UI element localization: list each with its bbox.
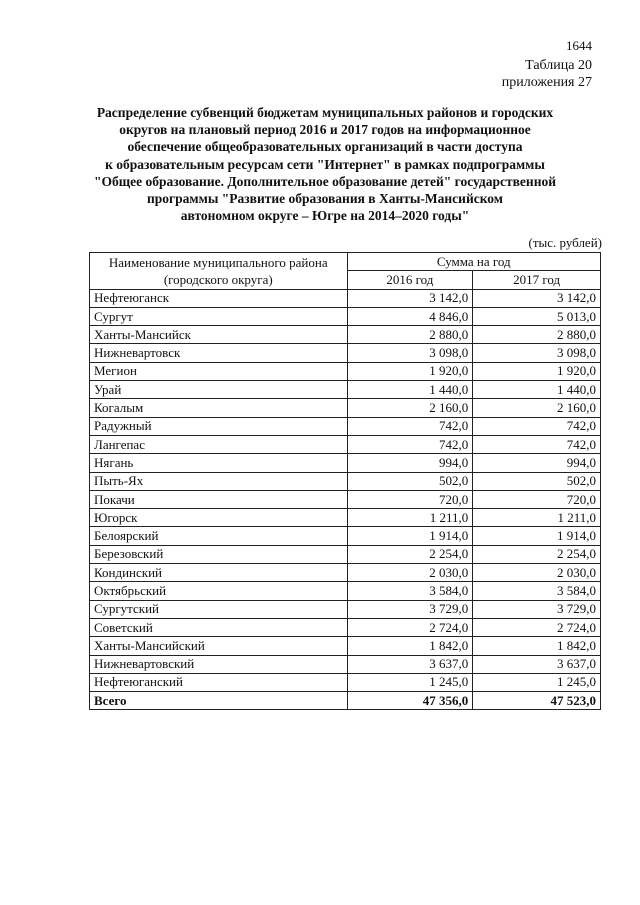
subvention-table <box>89 252 601 710</box>
table-row <box>90 600 601 618</box>
header-year-2017: 2017 год <box>473 271 601 289</box>
municipality-cell: Нижневартовский <box>90 655 348 673</box>
value-2017-cell: 1 440,0 <box>473 381 601 399</box>
table-row <box>90 509 601 527</box>
table-row <box>90 527 601 545</box>
title-line: округов на плановый период 2016 и 2017 годов на информационное <box>119 122 531 138</box>
table-reference <box>502 57 592 91</box>
municipality-cell: Белоярский <box>90 527 348 545</box>
table-row <box>90 637 601 655</box>
municipality-cell: Лангепас <box>90 435 348 453</box>
table-row <box>90 618 601 636</box>
value-2016-cell: 720,0 <box>347 490 473 508</box>
value-2016-cell: 2 880,0 <box>347 326 473 344</box>
title-line: программы "Развитие образования в Ханты-Мансийском <box>147 191 503 207</box>
table-row <box>90 326 601 344</box>
table-total-row <box>90 692 601 710</box>
value-2016-cell: 4 846,0 <box>347 307 473 325</box>
table-row <box>90 655 601 673</box>
municipality-cell: Октябрьский <box>90 582 348 600</box>
value-2016-cell: 994,0 <box>347 454 473 472</box>
value-2016-cell: 3 584,0 <box>347 582 473 600</box>
page-number: 1644 <box>566 38 592 53</box>
value-2016-cell: 502,0 <box>347 472 473 490</box>
table-row <box>90 545 601 563</box>
title-line: автономном округе – Югре на 2014–2020 годы" <box>180 208 470 224</box>
table-row <box>90 289 601 307</box>
municipality-cell: Ханты-Мансийск <box>90 326 348 344</box>
value-2017-cell: 1 920,0 <box>473 362 601 380</box>
table-row <box>90 582 601 600</box>
value-2017-cell: 1 245,0 <box>473 673 601 691</box>
header-year-2016: 2016 год <box>347 271 473 289</box>
table-row <box>90 490 601 508</box>
title-line: Распределение субвенций бюджетам муниципальных районов и городских <box>96 105 554 120</box>
value-2016-cell: 1 440,0 <box>347 381 473 399</box>
municipality-cell: Покачи <box>90 490 348 508</box>
title-line: "Общее образование. Дополнительное образование детей" государственной <box>93 173 557 189</box>
value-2016-cell: 3 637,0 <box>347 655 473 673</box>
value-2016-cell: 47 356,0 <box>347 692 473 710</box>
table-row <box>90 362 601 380</box>
value-2016-cell: 3 142,0 <box>347 289 473 307</box>
table-row <box>90 472 601 490</box>
table-header-row <box>90 253 601 271</box>
value-2017-cell: 1 211,0 <box>473 509 601 527</box>
municipality-cell: Мегион <box>90 362 348 380</box>
value-2017-cell: 3 637,0 <box>473 655 601 673</box>
value-2017-cell: 2 030,0 <box>473 564 601 582</box>
value-2016-cell: 3 098,0 <box>347 344 473 362</box>
header-municipality: Наименование муниципального района (городского округа) <box>90 253 348 290</box>
value-2016-cell: 2 030,0 <box>347 564 473 582</box>
municipality-cell: Урай <box>90 381 348 399</box>
municipality-cell: Сургут <box>90 307 348 325</box>
municipality-cell: Березовский <box>90 545 348 563</box>
table-row <box>90 307 601 325</box>
value-2016-cell: 1 914,0 <box>347 527 473 545</box>
value-2016-cell: 1 920,0 <box>347 362 473 380</box>
table-number: Таблица 20 <box>525 58 592 73</box>
value-2017-cell: 742,0 <box>473 435 601 453</box>
value-2016-cell: 2 724,0 <box>347 618 473 636</box>
table-body <box>90 289 601 710</box>
table-row <box>90 399 601 417</box>
value-2017-cell: 720,0 <box>473 490 601 508</box>
value-2017-cell: 742,0 <box>473 417 601 435</box>
document-title <box>90 104 560 224</box>
appendix-number: приложения 27 <box>501 75 592 90</box>
value-2017-cell: 2 160,0 <box>473 399 601 417</box>
value-2017-cell: 1 914,0 <box>473 527 601 545</box>
municipality-cell: Нефтеюганск <box>90 289 348 307</box>
value-2017-cell: 3 142,0 <box>473 289 601 307</box>
value-2016-cell: 1 245,0 <box>347 673 473 691</box>
value-2017-cell: 502,0 <box>473 472 601 490</box>
value-2016-cell: 2 160,0 <box>347 399 473 417</box>
header-sum-per-year: Сумма на год <box>347 253 601 271</box>
table-row <box>90 381 601 399</box>
value-2017-cell: 5 013,0 <box>473 307 601 325</box>
municipality-cell: Кондинский <box>90 564 348 582</box>
municipality-cell: Всего <box>90 692 348 710</box>
municipality-cell: Радужный <box>90 417 348 435</box>
value-2017-cell: 994,0 <box>473 454 601 472</box>
table-row <box>90 417 601 435</box>
municipality-cell: Нефтеюганский <box>90 673 348 691</box>
table-row <box>90 344 601 362</box>
units-label: (тыс. рублей) <box>528 235 602 250</box>
value-2016-cell: 1 842,0 <box>347 637 473 655</box>
municipality-cell: Югорск <box>90 509 348 527</box>
municipality-cell: Ханты-Мансийский <box>90 637 348 655</box>
municipality-cell: Советский <box>90 618 348 636</box>
value-2017-cell: 2 724,0 <box>473 618 601 636</box>
table-row <box>90 673 601 691</box>
municipality-cell: Нижневартовск <box>90 344 348 362</box>
municipality-cell: Когалым <box>90 399 348 417</box>
value-2017-cell: 3 098,0 <box>473 344 601 362</box>
value-2017-cell: 2 254,0 <box>473 545 601 563</box>
value-2016-cell: 1 211,0 <box>347 509 473 527</box>
value-2017-cell: 3 584,0 <box>473 582 601 600</box>
value-2017-cell: 1 842,0 <box>473 637 601 655</box>
title-line: обеспечение общеобразовательных организаций в части доступа <box>127 139 523 155</box>
value-2017-cell: 47 523,0 <box>473 692 601 710</box>
value-2016-cell: 2 254,0 <box>347 545 473 563</box>
municipality-cell: Пыть-Ях <box>90 472 348 490</box>
value-2016-cell: 3 729,0 <box>347 600 473 618</box>
table-row <box>90 454 601 472</box>
municipality-cell: Сургутский <box>90 600 348 618</box>
table-row <box>90 435 601 453</box>
value-2016-cell: 742,0 <box>347 435 473 453</box>
title-line: к образовательным ресурсам сети "Интернет" в рамках подпрограммы <box>105 156 545 172</box>
table-row <box>90 564 601 582</box>
value-2017-cell: 2 880,0 <box>473 326 601 344</box>
municipality-cell: Нягань <box>90 454 348 472</box>
value-2017-cell: 3 729,0 <box>473 600 601 618</box>
value-2016-cell: 742,0 <box>347 417 473 435</box>
